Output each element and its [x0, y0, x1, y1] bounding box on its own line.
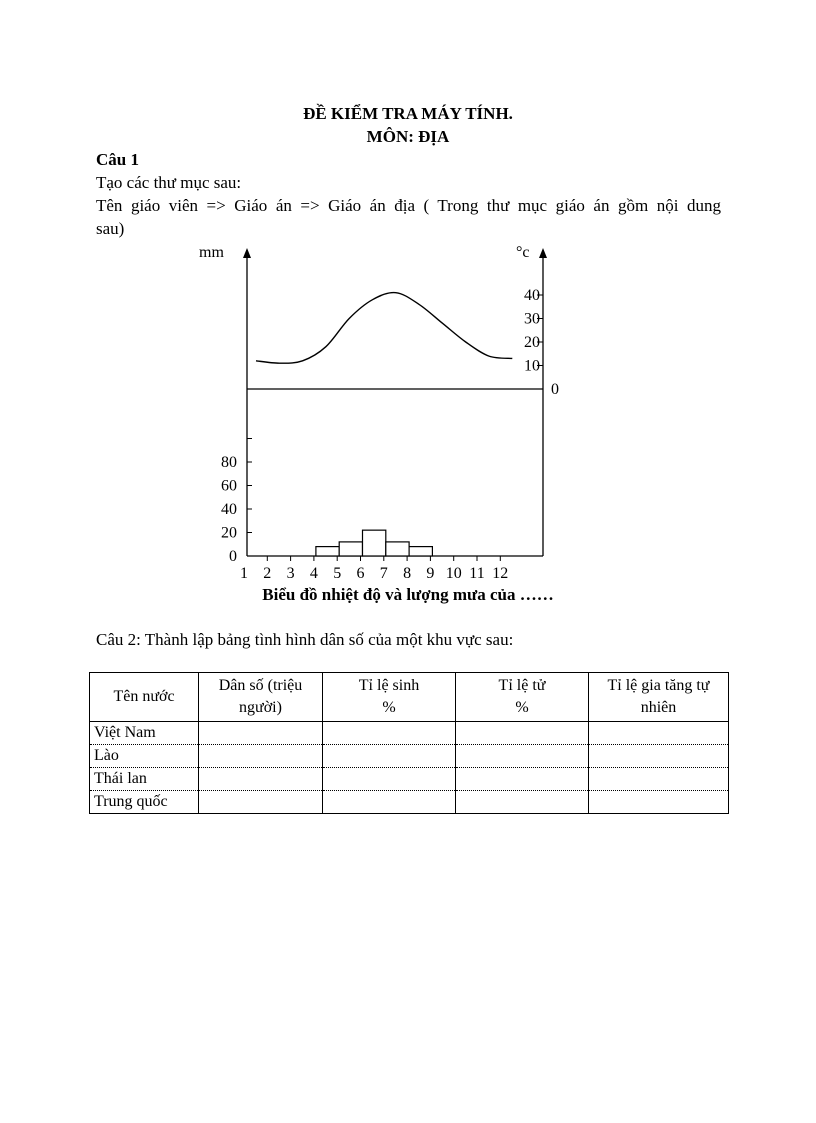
month-tick-label: 11: [469, 565, 485, 582]
empty-cell[interactable]: [323, 791, 456, 814]
rainfall-bar: [316, 547, 339, 556]
empty-cell[interactable]: [323, 722, 456, 745]
month-tick-label: 4: [309, 565, 318, 582]
month-tick-label: 3: [286, 565, 295, 582]
rainfall-bar: [339, 542, 362, 556]
empty-cell[interactable]: [323, 745, 456, 768]
empty-cell[interactable]: [199, 722, 323, 745]
month-tick-label: 9: [426, 565, 435, 582]
rainfall-tick-label: 80: [221, 454, 237, 471]
temperature-tick-label: 10: [524, 357, 540, 375]
empty-cell[interactable]: [456, 745, 589, 768]
empty-cell[interactable]: [589, 768, 729, 791]
temperature-curve: [256, 293, 512, 364]
question-1-heading: Câu 1: [96, 150, 139, 169]
country-cell: Trung quốc: [90, 791, 199, 814]
temperature-tick-label: 40: [524, 287, 540, 304]
month-tick-label: 7: [379, 565, 388, 582]
right-axis-arrow: [539, 248, 547, 258]
rainfall-tick-label: 0: [229, 548, 237, 565]
empty-cell[interactable]: [456, 722, 589, 745]
header-population: [199, 673, 323, 722]
month-tick-label: 12: [492, 565, 509, 582]
empty-cell[interactable]: [589, 791, 729, 814]
country-cell: Thái lan: [90, 768, 199, 791]
empty-cell[interactable]: [199, 745, 323, 768]
table-row: [90, 768, 729, 791]
question-1-line-3: sau): [96, 219, 125, 238]
header-population-line-1: Dân số (triệu: [218, 677, 303, 694]
right-axis-unit-label: °c: [516, 244, 530, 261]
header-birth-rate: [323, 673, 456, 722]
month-tick-label: 5: [333, 565, 342, 582]
country-cell: Lào: [90, 745, 199, 768]
table-row: [90, 745, 729, 768]
table-header-row: [90, 673, 729, 722]
empty-cell[interactable]: [199, 791, 323, 814]
empty-cell[interactable]: [456, 768, 589, 791]
rainfall-tick-label: 40: [221, 501, 237, 518]
month-tick-label: 1: [240, 565, 248, 582]
empty-cell[interactable]: [323, 768, 456, 791]
chart-caption: Biểu đồ nhiệt độ và lượng mưa của ……: [262, 585, 554, 604]
question-1-line-2: Tên giáo viên => Giáo án => Giáo án địa ( Trong thư mục giáo án gồm nội dung: [96, 196, 721, 215]
header-natural-growth: [589, 673, 729, 722]
month-tick-label: 6: [356, 565, 365, 582]
header-death-rate-line-2: %: [515, 699, 529, 716]
temperature-tick-label: 30: [524, 310, 540, 328]
empty-cell[interactable]: [589, 745, 729, 768]
exam-subject: MÔN: ĐỊA: [366, 127, 450, 146]
table-row: [90, 791, 729, 814]
month-tick-label: 8: [403, 565, 412, 582]
left-axis-unit-label: mm: [199, 244, 224, 261]
rainfall-bar: [386, 542, 409, 556]
population-table: [89, 672, 729, 814]
header-death-rate: [456, 673, 589, 722]
header-birth-rate-line-1: Tỉ lệ sinh: [358, 677, 420, 694]
rainfall-tick-label: 60: [221, 477, 237, 495]
month-tick-label: 10: [445, 565, 462, 582]
question-2-heading: Câu 2: Thành lập bảng tình hình dân số của một khu vực sau:: [96, 630, 514, 649]
month-tick-label: 2: [263, 565, 272, 582]
header-natural-growth-line-1: Tỉ lệ gia tăng tự: [607, 677, 710, 694]
header-population-line-2: người): [239, 699, 282, 716]
header-death-rate-line-1: Tỉ lệ tử: [498, 677, 546, 694]
rainfall-bar: [409, 547, 432, 556]
empty-cell[interactable]: [589, 722, 729, 745]
temperature-tick-label: 0: [551, 381, 559, 398]
country-cell: Việt Nam: [90, 722, 199, 745]
empty-cell[interactable]: [199, 768, 323, 791]
temperature-tick-label: 20: [524, 334, 540, 351]
table-row: [90, 722, 729, 745]
rainfall-bar: [363, 530, 386, 556]
question-1-line-1: Tạo các thư mục sau:: [96, 173, 242, 192]
header-birth-rate-line-2: %: [382, 699, 396, 716]
empty-cell[interactable]: [456, 791, 589, 814]
header-country-text: Tên nước: [113, 688, 175, 705]
header-natural-growth-line-2: nhiên: [640, 699, 677, 716]
left-axis-arrow: [243, 248, 251, 258]
exam-title: ĐỀ KIỂM TRA MÁY TÍNH.: [303, 104, 513, 123]
header-country: [90, 673, 199, 722]
rainfall-tick-label: 20: [221, 524, 237, 542]
